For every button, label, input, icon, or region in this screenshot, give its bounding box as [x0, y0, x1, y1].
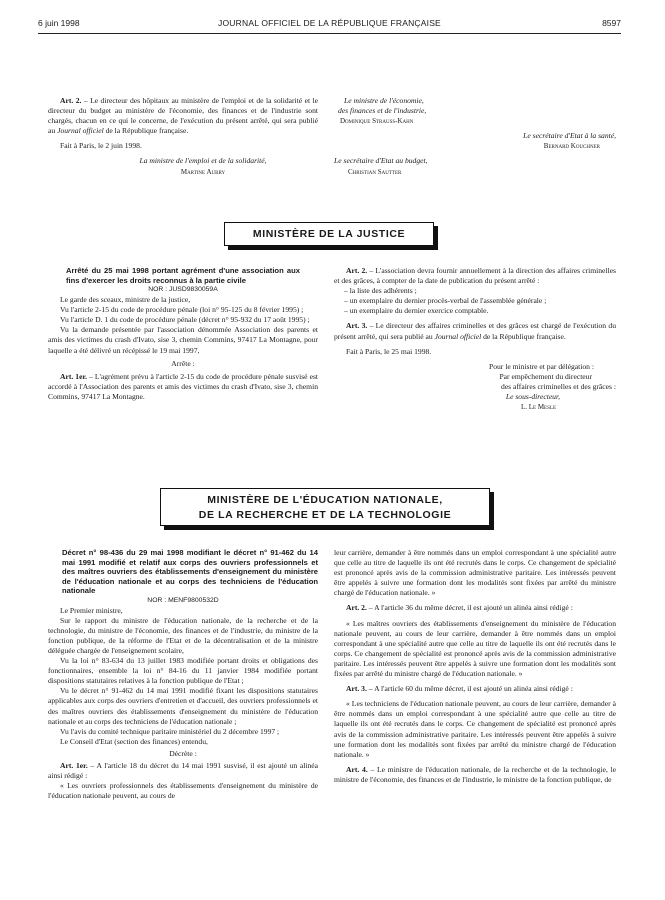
justice-arrete: Arrête : [171, 358, 195, 368]
education-p4: Vu le décret n° 91-462 du 14 mai 1991 modifié fixant les dispositions statutaires applicables aux corps des ouvriers d'entretien et d'accueil, des ouvriers professionnels et des maîtres ouvriers des établissements d'enseignement du ministère de l'éducation nationale et au corps des techniciens de l'éducation nationale ; [48, 686, 318, 726]
justice-sig-1: Pour le ministre et par délégation : [488, 361, 594, 371]
top-left-column [48, 96, 318, 177]
justice-fait: Fait à Paris, le 25 mai 1998. [346, 346, 432, 356]
education-right-p1: leur carrière, demander à être nommés dans un emploi correspondant à une spécialité autre que celle au titre de laquelle ils ont été recrutés dans le corps. Ce changement de spécialité est prononcé après avis de la commission administrative paritaire. Les intéressés peuvent être appelés à suivre une formation dont les modalités sont fixées par arrêté du ministre chargé de l'éducation nationale. » [334, 548, 616, 598]
justice-sig-2: Par empêchement du directeur [499, 371, 592, 381]
top-right-column [334, 96, 616, 177]
education-decret-title: Décret n° 98-436 du 29 mai 1998 modifiant le décret n° 91-462 du 14 mai 1991 modifié et relatif aux corps des ouvriers professionnels et des maîtres ouvriers des établissements d'enseignement du ministère de l'éducation nationale et au corps des techniciens de l'éducation nationale [62, 548, 318, 595]
justice-art2: Art. 2. – L'association devra fournir annuellement à la direction des affaires criminelles et des grâces, à compter de la date de publication du présent arrêté : [334, 266, 616, 286]
sig-name-sante: Bernard Kouchner [543, 142, 600, 151]
top-art2: Art. 2. – Le directeur des hôpitaux au ministère de l'emploi et de la solidarité et le directeur du budget au ministère de l'économie, des finances et de l'industrie sont chargés, chacun en ce qui le concerne, de l'exécution du présent arrêté, qui sera publié au Journal officiel de la République française. [48, 96, 318, 136]
education-p5: Vu l'avis du comité technique paritaire ministériel du 2 décembre 1997 ; [60, 726, 280, 736]
section-title-education [160, 488, 490, 526]
justice-p4: Vu la demande présentée par l'association dénommée Association des parents et amis des victimes du crash d'Ivato, sise 3, chemin Commins, 97417 La Montagne, pour laquelle a été délivré un récépissé le 19 mai 1997, [48, 325, 318, 355]
education-art1-quote: « Les ouvriers professionnels des établissements d'enseignement du ministère de l'éducation nationale peuvent, au cours de [48, 781, 318, 801]
education-art4: Art. 4. – Le ministre de l'éducation nationale, de la recherche et de la technologie, le ministre de l'économie, des finances et de l'industrie, le ministre de la fonction publique, de [334, 764, 616, 784]
education-p6: Le Conseil d'Etat (section des finances) entendu, [60, 736, 208, 746]
justice-right-column [334, 266, 616, 412]
justice-sig-3: des affaires criminelles et des grâces : [501, 381, 616, 391]
justice-list-item-1: – la liste des adhérents ; [344, 286, 417, 296]
justice-sig-4: Le sous-directeur, [505, 392, 560, 402]
section-title-education-line1: MINISTÈRE DE L'ÉDUCATION NATIONALE, [207, 494, 443, 506]
education-p3: Vu la loi n° 83-634 du 13 juillet 1983 modifiée portant droits et obligations des fonctionnaires, ensemble la loi n° 84-16 du 11 janvier 1984 modifiée portant dispositions statutaires relatives à la fonction publique de l'Etat ; [48, 656, 318, 686]
section-title-justice: MINISTÈRE DE LA JUSTICE [224, 222, 434, 246]
sig-role-budget: Le secrétaire d'Etat au budget, [334, 156, 428, 166]
justice-list-item-2: – un exemplaire du dernier procès-verbal de l'assemblée générale ; [344, 296, 547, 306]
sig-role-sante: Le secrétaire d'Etat à la santé, [523, 131, 616, 141]
top-signature-role: La ministre de l'emploi et de la solidarité, [139, 156, 267, 166]
education-art3-quote: « Les techniciens de l'éducation nationale peuvent, au cours de leur carrière, demander à être nommés dans un emploi correspondant à une spécialité autre que celle au titre de laquelle ils ont été recrutés dans le corps. Ce changement de spécialité est prononcé après avis de la commission administrative paritaire. Les intéressés peuvent être appelés à suivre une formation dont les modalités sont fixées par arrêté du ministre chargé de l'éducation nationale. » [334, 699, 616, 759]
justice-p3: Vu l'article D. 1 du code de procédure pénale (décret n° 95-932 du 17 août 1995) ; [60, 315, 310, 325]
header-rule [38, 33, 621, 34]
justice-art1: Art. 1er. – L'agrément prévu à l'article 2-15 du code de procédure pénale susvisé est accordé à l'Association des parents et amis des victimes du crash d'Ivato, sise 3, chemin Commins, 97417 La Montagne. [48, 371, 319, 401]
justice-arrete-title: Arrêté du 25 mai 1998 portant agrément d'une association aux fins d'exercer les droits reconnus à la partie civile [66, 266, 300, 285]
education-p2: Sur le rapport du ministre de l'éducation nationale, de la recherche et de la technologie, du ministre de l'économie, des finances et de l'industrie, du ministre de la fonction publique, de la réforme de l'Etat et de la décentralisation et de la ministre déléguée chargée de l'enseignement scolaire, [48, 615, 318, 655]
education-art2: Art. 2. – A l'article 36 du même décret, il est ajouté un alinéa ainsi rédigé : [346, 603, 573, 613]
page-header [38, 18, 621, 32]
top-signature-name: Martine Aubry [180, 167, 226, 176]
sig-role-economie-2: des finances et de l'industrie, [338, 106, 427, 116]
education-left-column [48, 548, 318, 801]
header-journal-title: JOURNAL OFFICIEL DE LA RÉPUBLIQUE FRANÇAISE [218, 18, 441, 28]
section-title-education-line2: DE LA RECHERCHE ET DE LA TECHNOLOGIE [198, 509, 452, 521]
sig-name-budget: Christian Sautter [348, 167, 402, 176]
justice-left-column [48, 266, 318, 402]
sig-name-economie: Dominique Strauss-Kahn [340, 117, 414, 126]
education-p1: Le Premier ministre, [60, 605, 123, 615]
justice-art3: Art. 3. – Le directeur des affaires criminelles et des grâces est chargé de l'exécution du présent arrêté, qui sera publié au Journal officiel de la République française. [334, 321, 616, 341]
education-nor: NOR : MENF9800532D [147, 596, 219, 604]
justice-nor: NOR : JUSD9830059A [148, 286, 218, 293]
education-art2-quote: « Les maîtres ouvriers des établissements d'enseignement du ministère de l'éducation nationale peuvent, au cours de leur carrière, demander à être nommés dans un emploi correspondant à une spécialité autre que celle au titre de laquelle ils ont été recrutés dans le corps. Ce changement de spécialité est prononcé après avis de la commission administrative paritaire. Les intéressés peuvent être appelés à suivre une formation dont les modalités sont fixées par arrêté du ministre chargé de l'éducation nationale. » [334, 618, 616, 679]
top-fait: Fait à Paris, le 2 juin 1998. [60, 141, 142, 151]
education-art1: Art. 1er. – A l'article 18 du décret du 14 mai 1991 susvisé, il est ajouté un alinéa ainsi rédigé : [48, 761, 318, 781]
education-art3: Art. 3. – A l'article 60 du même décret, il est ajouté un alinéa ainsi rédigé : [346, 684, 573, 694]
header-date: 6 juin 1998 [38, 18, 80, 28]
sig-role-economie-1: Le ministre de l'économie, [344, 96, 424, 105]
justice-list-item-3: – un exemplaire du dernier exercice comptable. [344, 306, 489, 316]
justice-p2: Vu l'article 2-15 du code de procédure pénale (loi n° 95-125 du 8 février 1995) ; [60, 305, 304, 315]
justice-sig-5: L. Le Mesle [520, 403, 556, 412]
justice-p1: Le garde des sceaux, ministre de la justice, [60, 295, 191, 305]
education-right-column [334, 548, 616, 785]
header-page-number: 8597 [602, 18, 621, 28]
education-decrete: Décrète : [169, 748, 197, 758]
